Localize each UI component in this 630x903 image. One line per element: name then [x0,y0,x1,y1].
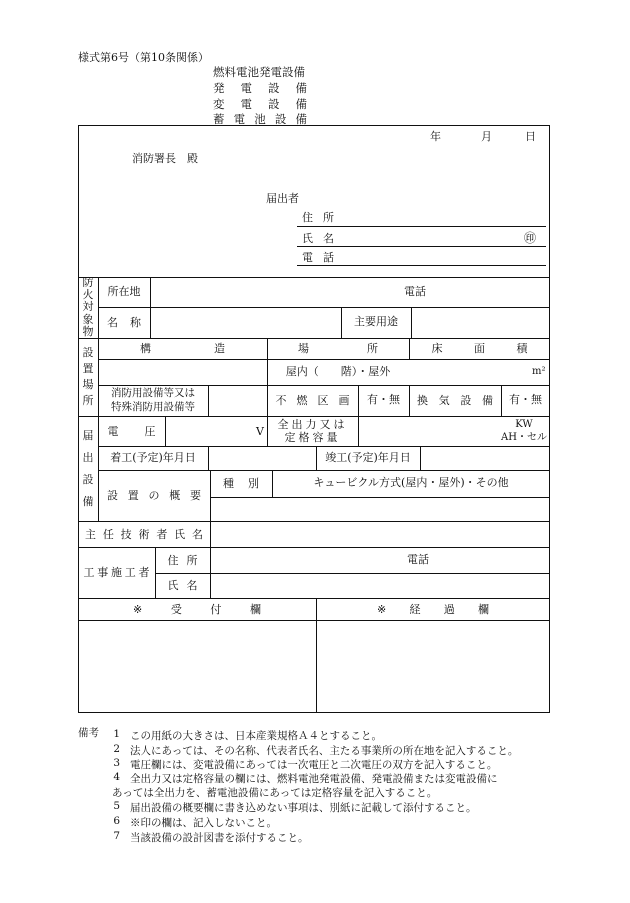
location-phone-label: 電話 [404,284,426,298]
end-date-label: 竣工(予定)年月日 [325,450,411,464]
note-text-continued: あっては全出力を、蓄電池設備にあっては定格容量を記入すること。 [112,787,438,799]
notifier-name-label: 氏 名 [302,232,334,245]
fireproof-yes-no[interactable]: 有・無 [367,393,400,407]
progress-label-text: ※ 経 過 欄 [377,602,489,616]
overview-label-text: 設 置 の 概 要 [107,489,201,502]
contractor-name-label [155,573,210,598]
notes-heading: 備考 [78,727,99,739]
target-name-field[interactable] [150,307,341,338]
notifier-phone-line[interactable] [297,265,546,266]
structure-label-text: 構 造 [140,342,225,355]
engineer-field[interactable] [210,521,550,547]
notifier-name-line[interactable] [297,246,546,247]
fireproof-label [267,385,358,416]
place-label-text: 場 所 [298,342,378,355]
notifier-label: 届出者 [266,192,299,205]
output-label: 全出力又は 定格容量 [277,417,348,444]
receipt-label [78,598,316,620]
note-text: この用紙の大きさは、日本産業規格Ａ４とすること。 [130,730,382,742]
fire-equipment-field[interactable] [208,385,267,416]
addressee: 消防署長 殿 [132,152,198,165]
note-number: 6 [113,815,120,827]
note-number: 3 [113,757,120,769]
contractor-label-text: 工 事 施 工 者 [83,566,150,579]
note-number: 4 [113,771,120,783]
note-number: 5 [113,800,120,812]
notifier-address-label: 住 所 [302,211,334,224]
place-label [267,338,409,359]
overview-label [98,470,210,521]
note-number: 1 [113,728,120,740]
date-day: 日 [525,130,536,143]
start-date-label: 着工(予定)年月日 [110,450,196,464]
equipment-type-battery: 蓄 電 池 設 備 [213,112,307,126]
contractor-address-label-text: 住 所 [167,553,198,567]
note-text: 当該設備の設計図書を添付すること。 [130,832,309,844]
receipt-label-text: ※ 受 付 欄 [133,602,261,616]
notifier-address-line[interactable] [297,226,546,227]
engineer-label-text: 主 任 技 術 者 氏 名 [85,527,203,541]
main-use-field[interactable] [411,307,550,338]
voltage-label [98,416,165,446]
receipt-field[interactable] [78,620,316,713]
progress-label [316,598,550,620]
floor-area-label-text: 床 面 積 [431,342,528,355]
contractor-address-label [155,547,210,573]
voltage-unit: V [256,425,264,438]
equipment-type-substation: 変 電 設 備 [213,97,307,111]
target-name-label [98,307,150,338]
note-number: 2 [113,743,120,755]
note-text: ※印の欄は、記入しないこと。 [130,817,277,829]
target-name-label-text: 名 称 [107,316,141,329]
overview-field[interactable] [210,497,550,521]
type-label-text: 種 別 [223,477,259,490]
voltage-label-text: 電 圧 [107,424,156,438]
progress-field[interactable] [316,620,550,713]
note-text: 届出設備の概要欄に書き込めない事項は、別紙に記載して添付すること。 [130,802,477,814]
output-units: KW AH・セル [501,419,547,443]
contractor-address-field[interactable] [210,547,550,573]
note-text: 電圧欄には、変電設備にあっては一次電圧と二次電圧の双方を記入すること。 [130,759,498,771]
location-field[interactable] [150,277,550,307]
note-number: 7 [113,830,120,842]
site-group-label: 設 置 場 所 [82,346,94,407]
fire-equipment-label: 消防用設備等又は 特殊消防用設備等 [111,386,195,413]
target-group-label: 防 火 対 象 物 [82,276,94,338]
place-indoor-outdoor[interactable]: 屋内（ 階）・屋外 [285,364,391,378]
end-date-field[interactable] [420,446,550,470]
ventilation-label-text: 換 気 設 備 [417,394,493,407]
equipment-type-fuel-cell: 燃料電池発電設備 [213,65,305,79]
seal-mark: ㊞ [524,231,537,245]
date-month: 月 [481,130,492,143]
contractor-label [78,547,155,598]
floor-area-label [409,338,550,359]
contractor-name-label-text: 氏 名 [167,579,198,592]
main-use-label: 主要用途 [354,315,398,329]
structure-label [98,338,267,359]
notifier-phone-label: 電 話 [302,251,334,264]
equipment-type-generator: 発 電 設 備 [213,81,307,95]
type-options[interactable]: キュービクル方式(屋内・屋外)・その他 [313,476,509,490]
start-date-field[interactable] [208,446,316,470]
voltage-field[interactable] [165,416,267,446]
engineer-label [78,521,210,547]
structure-field[interactable] [98,359,267,385]
contractor-name-field[interactable] [210,573,550,598]
note-text: 全出力又は定格容量の欄には、燃料電池発電設備、発電設備または変電設備に [130,773,498,785]
ventilation-yes-no[interactable]: 有・無 [509,393,542,407]
note-text: 法人にあっては、その名称、代表者氏名、主たる事業所の所在地を記入すること。 [130,745,519,757]
area-unit: m² [532,366,546,377]
contractor-phone-label: 電話 [407,552,429,566]
form-number: 様式第6号（第10条関係） [78,51,209,64]
type-label [210,470,272,497]
ventilation-label [409,385,501,416]
date-year: 年 [430,130,441,143]
fireproof-label-text: 不 燃 区 画 [275,394,350,407]
equipment-group-label: 届 出 設 備 [82,428,94,508]
location-label: 所在地 [107,284,141,298]
